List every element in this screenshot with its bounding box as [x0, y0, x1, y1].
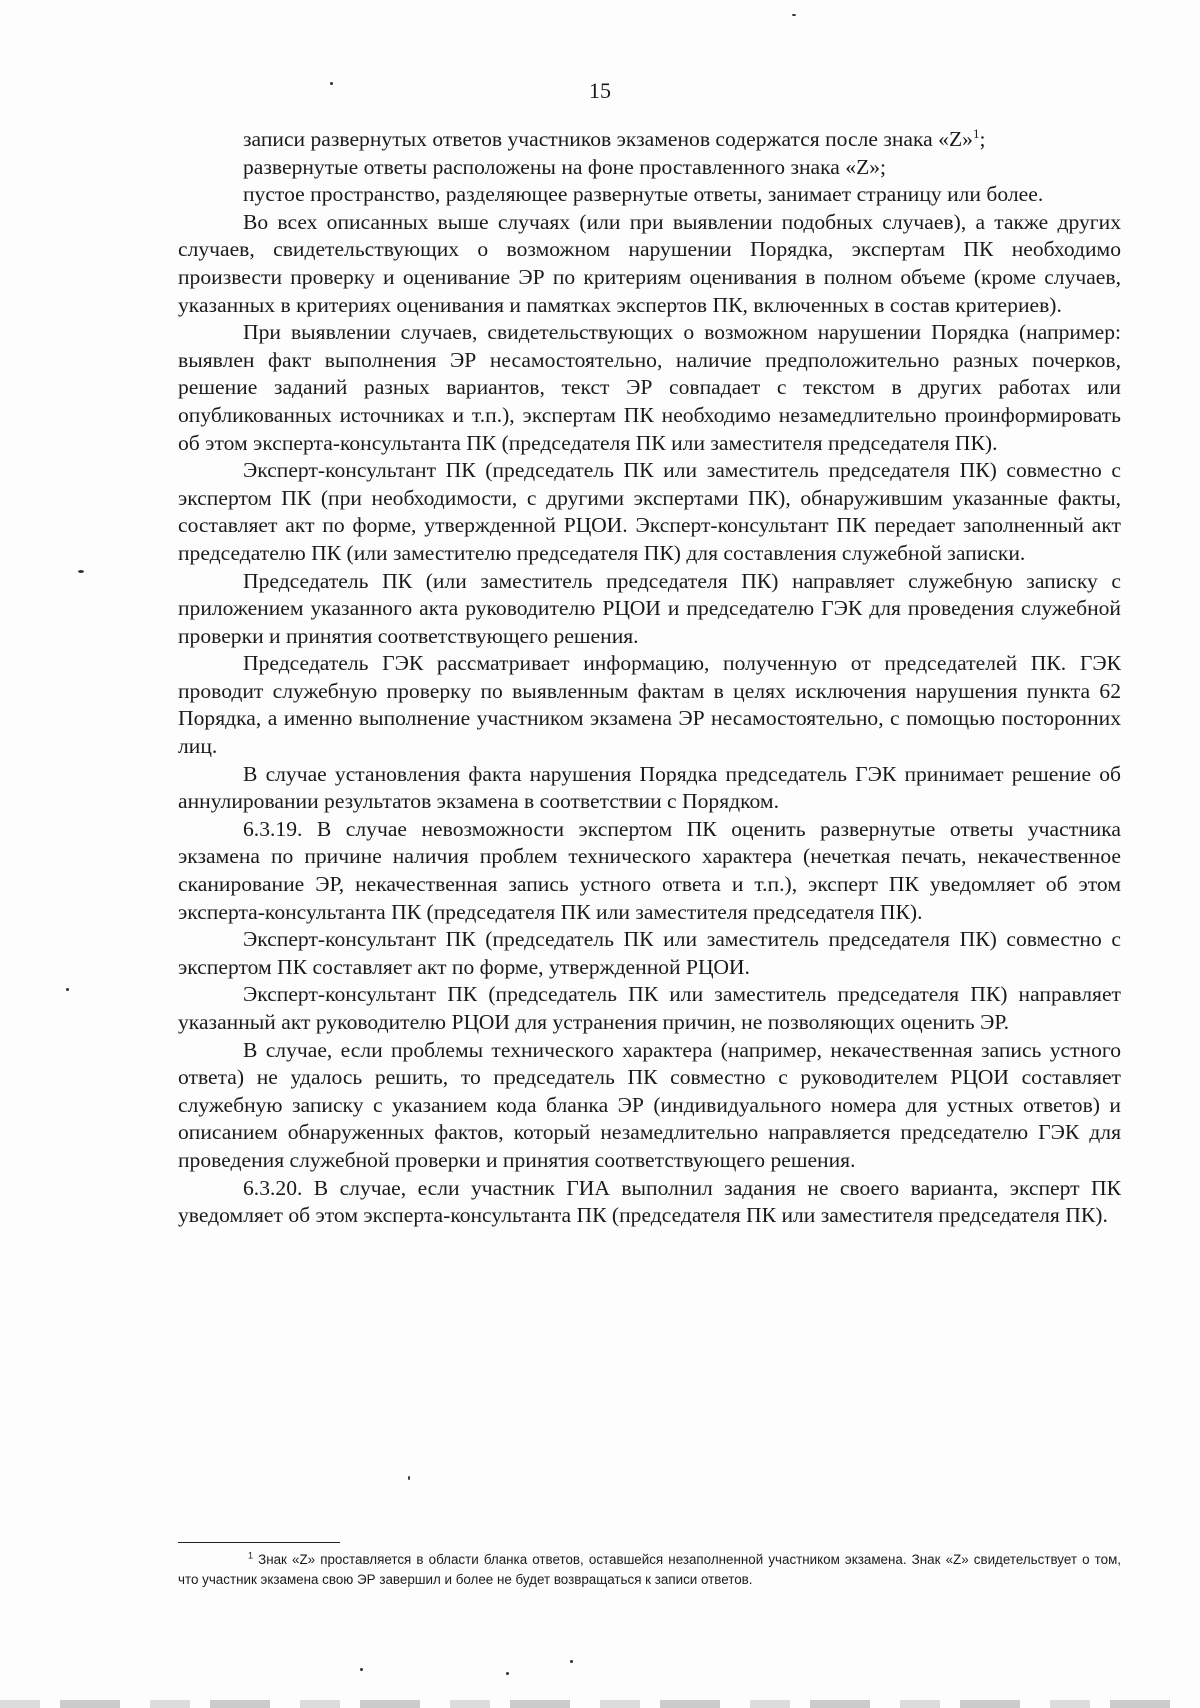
paragraph-9: В случае установления факта нарушения Порядка председатель ГЭК принимает решение об аннулировании результатов экзамена в соответствии с Порядком. [178, 761, 1121, 814]
paragraph-8: Председатель ГЭК рассматривает информацию, полученную от председателей ПК. ГЭК проводит служебную проверку по выявленным фактам в целях исключения нарушения пункта 62 Порядка, а именно выполнение участником экзамена ЭР несамостоятельно, с помощью посторонних лиц. [178, 651, 1121, 759]
paragraph-5: При выявлении случаев, свидетельствующих о возможном нарушении Порядка (например: выявлен факт выполнения ЭР несамостоятельно, наличие предположительно разных почерков, решение заданий разных вариантов, текст ЭР совпадает с текстом в других работах или опубликованных источниках и т.п.), экспертам ПК необходимо незамедлительно проинформировать об этом эксперта-консультанта ПК (председателя ПК или заместителя председателя ПК). [178, 320, 1121, 455]
paragraph-1 [178, 126, 1121, 154]
scan-speck [570, 1660, 573, 1663]
scan-speck [792, 14, 796, 16]
page-number: 15 [589, 78, 611, 103]
paragraph-14: 6.3.20. В случае, если участник ГИА выполнил задания не своего варианта, эксперт ПК уведомляет об этом эксперта-консультанта ПК (председателя ПК или заместителя председателя ПК). [178, 1175, 1121, 1228]
scan-speck [78, 570, 84, 573]
paragraph-4: Во всех описанных выше случаях (или при выявлении подобных случаев), а также других случаев, свидетельствующих о возможном нарушении Порядка, экспертам ПК необходимо произвести проверку и оценивание ЭР по критериям оценивания в полном объеме (кроме случаев, указанных в критериях оценивания и памятках экспертов ПК, включенных в состав критериев). [178, 209, 1121, 317]
paragraph-10: 6.3.19. В случае невозможности экспертом ПК оценить развернутые ответы участника экзамена по причине наличия проблем технического характера (нечеткая печать, некачественное сканирование ЭР, некачественная запись устного ответа и т.п.), эксперт ПК уведомляет об этом эксперта-консультанта ПК (председателя ПК или заместителя председателя ПК). [178, 816, 1121, 924]
paragraph-13: В случае, если проблемы технического характера (например, некачественная запись устного ответа) не удалось решить, то председатель ПК совместно с руководителем РЦОИ составляет служебную записку с указанием кода бланка ЭР (индивидуального номера для устных ответов) и описанием обнаруженных фактов, который незамедлительно направляется председателю ГЭК для проведения служебной проверки и принятия соответствующего решения. [178, 1037, 1121, 1172]
paragraph-7: Председатель ПК (или заместитель председателя ПК) направляет служебную записку с приложением указанного акта руководителю РЦОИ и председателю ГЭК для проведения служебной проверки и принятия соответствующего решения. [178, 568, 1121, 648]
paragraph-12: Эксперт-консультант ПК (председатель ПК или заместитель председателя ПК) направляет указанный акт руководителю РЦОИ для устранения причин, не позволяющих оценить ЭР. [178, 982, 1121, 1034]
footnote-divider [178, 1542, 340, 1543]
footnote-text: Знак «Z» проставляется в области бланка ответов, оставшейся незаполненной участником экзамена. Знак «Z» свидетельствует о том, что участник экзамена свою ЭР завершил и более не будет возвращаться к записи ответов. [178, 1552, 1121, 1587]
footnote [178, 1550, 1121, 1590]
paragraph-1-text: записи развернутых ответов участников экзаменов содержатся после знака «Z» [243, 127, 973, 151]
paragraph-1-tail: ; [979, 127, 986, 151]
footnote-reference: 1 [972, 125, 980, 141]
scan-speck [408, 1476, 410, 1480]
scan-speck [360, 1668, 363, 1671]
scan-edge-noise [0, 1700, 1200, 1708]
body-text [178, 126, 1121, 1230]
paragraph-11: Эксперт-консультант ПК (председатель ПК или заместитель председателя ПК) совместно с экспертом ПК составляет акт по форме, утвержденной РЦОИ. [178, 927, 1121, 979]
footnote-marker: 1 [248, 1550, 254, 1561]
scan-speck [506, 1672, 509, 1675]
scan-speck [330, 82, 333, 85]
paragraph-2: развернутые ответы расположены на фоне проставленного знака «Z»; [243, 154, 887, 179]
paragraph-3: пустое пространство, разделяющее развернутые ответы, занимает страницу или более. [243, 182, 1044, 207]
paragraph-6: Эксперт-консультант ПК (председатель ПК или заместитель председателя ПК) совместно с экспертом ПК (при необходимости, с другими экспертами ПК), обнаружившим указанные факты, составляет акт по форме, утвержденной РЦОИ. Эксперт-консультант ПК передает заполненный акт председателю ПК (или заместителю председателя ПК) для составления служебной записки. [178, 458, 1121, 565]
scan-speck [66, 988, 69, 991]
